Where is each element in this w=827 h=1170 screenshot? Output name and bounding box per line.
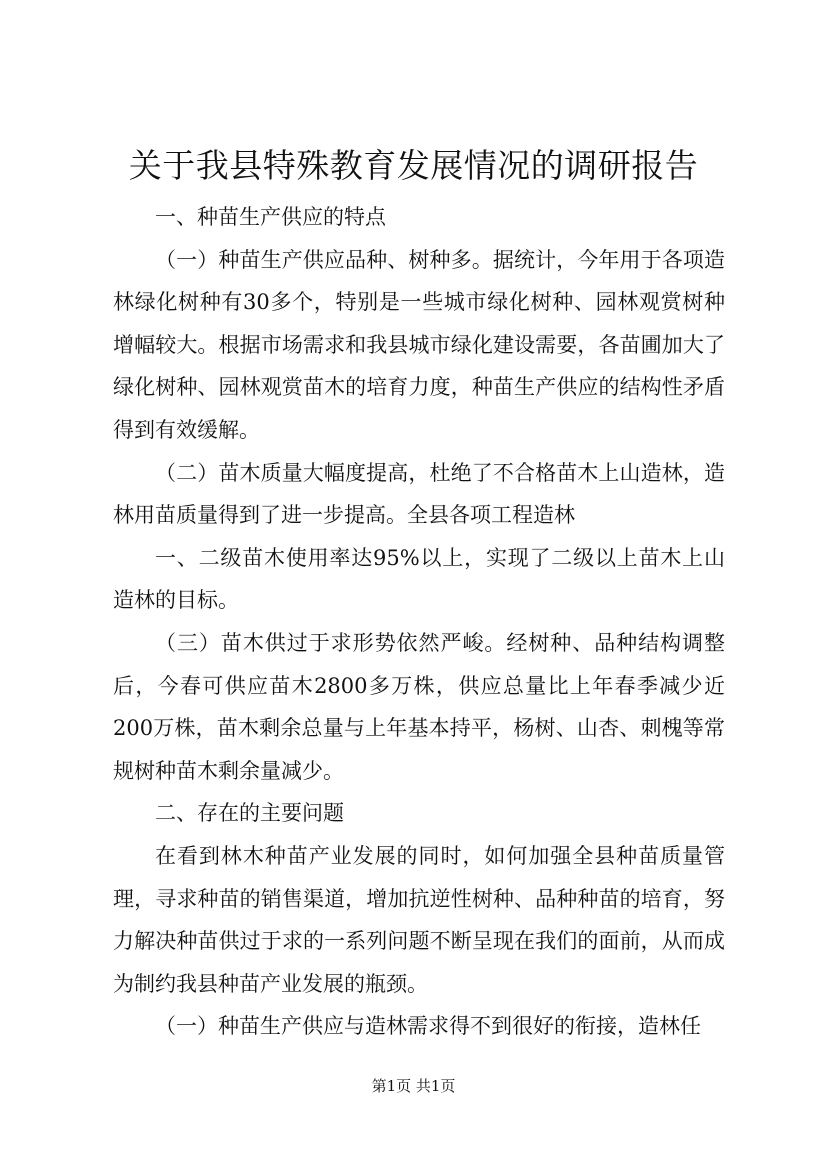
section-heading-problems: 二、存在的主要问题	[155, 801, 344, 826]
section-heading-features: 一、种苗生产供应的特点	[155, 205, 386, 229]
paragraph-quality: （二）苗木质量大幅度提高，杜绝了不合格苗木上山造林，造林用苗质量得到了进一步提高。全县各项工程造林	[113, 460, 725, 528]
paragraph-variety: （一）种苗生产供应品种、树种多。据统计，今年用于各项造林绿化树种有30多个，特别是一些城市绿化树种、园林观赏树种增幅较大。根据市场需求和我县城市绿化建设需要，各苗圃加大了绿化树种、园林观赏苗木的培育力度，种苗生产供应的结构性矛盾得到有效缓解。	[113, 247, 725, 442]
paragraph-grade-rate: 一、二级苗木使用率达95%以上，实现了二级以上苗木上山造林的目标。	[113, 545, 725, 613]
paragraph-bottleneck: 在看到林木种苗产业发展的同时，如何加强全县种苗质量管理，寻求种苗的销售渠道，增加抗逆性树种、品种种苗的培育，努力解决种苗供过于求的一系列问题不断呈现在我们的面前，从而成为制约我县种苗产业发展的瓶颈。	[113, 843, 725, 996]
page-number-footer: 第1页 共1页	[371, 1077, 456, 1095]
document-title: 关于我县特殊教育发展情况的调研报告	[128, 146, 699, 185]
document-body	[113, 196, 725, 1048]
paragraph-supply-demand: （一）种苗生产供应与造林需求得不到很好的衔接，造林任	[155, 1014, 701, 1039]
paragraph-oversupply: （三）苗木供过于求形势依然严峻。经树种、品种结构调整后，今春可供应苗木2800多万株，供应总量比上年春季减少近200万株，苗木剩余总量与上年基本持平，杨树、山杏、刺槐等常规树种苗木剩余量减少。	[113, 630, 725, 783]
